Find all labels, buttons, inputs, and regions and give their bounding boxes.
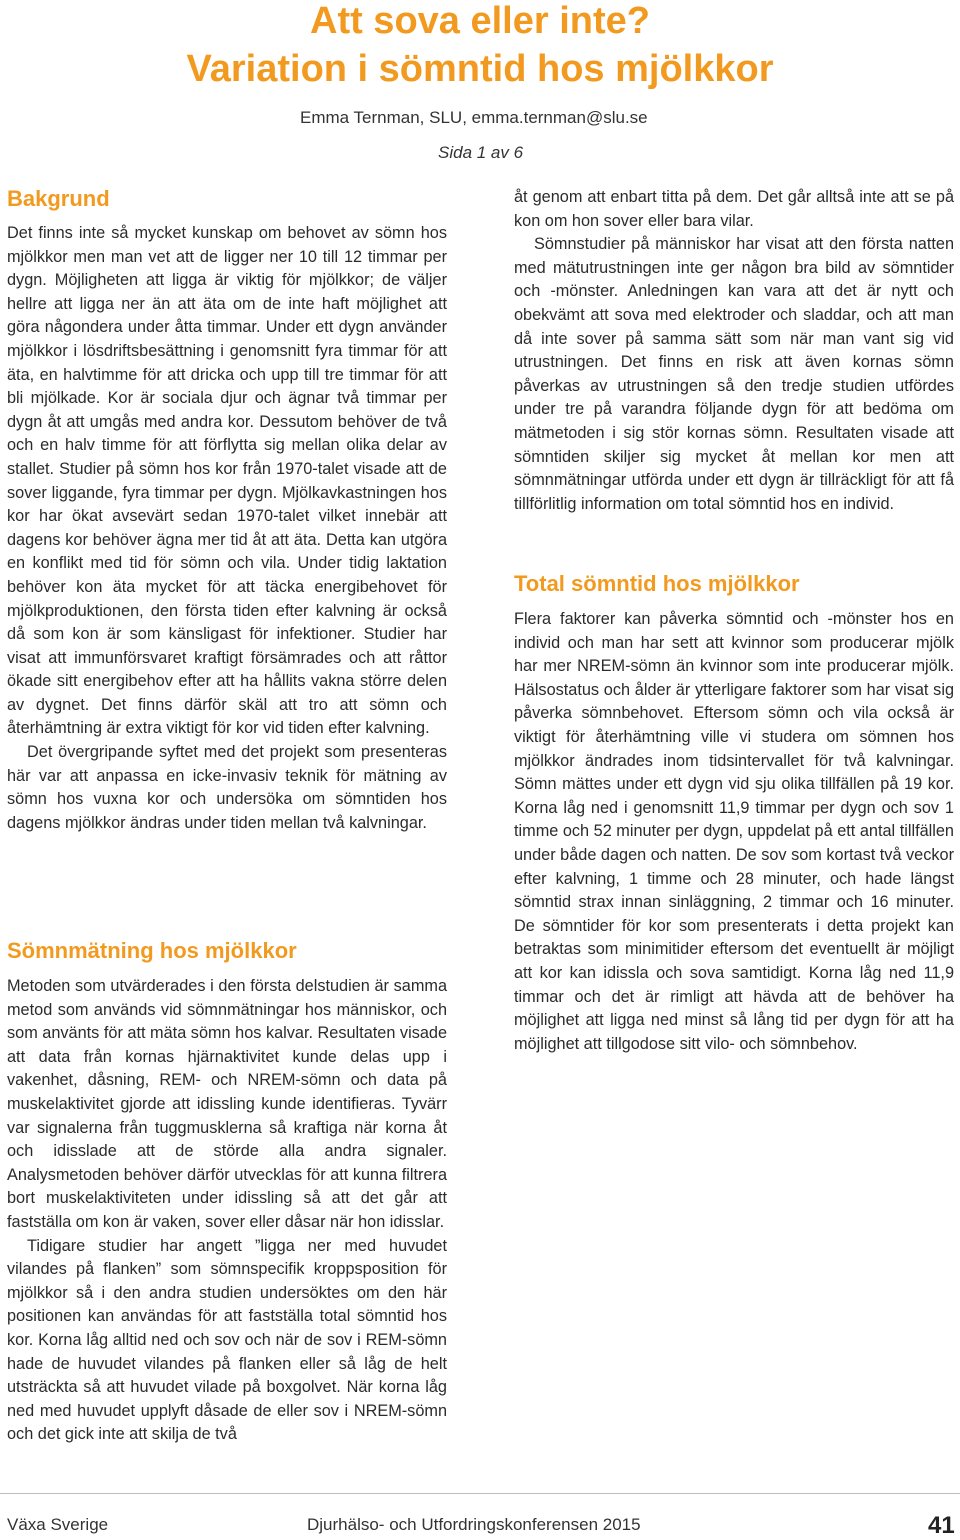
heading-total-somntid: Total sömntid hos mjölkkor: [514, 571, 800, 596]
footer-rule: [0, 1493, 960, 1494]
title-line-1: Att sova eller inte?: [310, 0, 650, 42]
title-line-2: Variation i sömntid hos mjölkkor: [186, 48, 774, 90]
paragraph: Tidigare studier har angett ”ligga ner med huvudet vilandes på flanken” som sömnspecifik kroppsposition för mjölkkor så i den andra studien undersöktes om den här positionen kan användas för att fastställa total sömntid hos kor. Korna låg alltid ned och sov och när de sov i REM-sömn hade de huvudet vilandes på flanken eller så låg de helt utsträckta så att huvudet vilade på boxgolvet. När korna låg ned med huvudet upplyft dåsade de eller sov i NREM-sömn och det gick inte att skilja de två: [7, 1236, 447, 1444]
footer-publisher: Växa Sverige: [7, 1515, 109, 1534]
paragraph: Sömnstudier på människor har visat att den första natten med mätutrustningen inte ger någon bra bild av sömntider och -mönster. Anledningen kan vara att det är nytt och obekvämt att sova med elektroder och sladdar, och att man då inte sover på samma sätt som när man vant sig vid utrustningen. Det finns en risk att även kornas sömn påverkas av utrustningen så den tredje studien utfördes under tre på varandra följande dygn för att bedöma om mätmetoden i sig stör kornas sömn. Resultaten visade att sömntiden skiljer sig mycket åt mellan kor men att sömnmätningar utförda under ett dygn är tillräckligt för att få tillförlitlig information om total sömntid hos en individ.: [514, 235, 954, 513]
section-bakgrund: [7, 222, 447, 835]
paragraph: åt genom att enbart titta på dem. Det går alltså inte att se på kon om hon sover eller bara vilar.: [514, 188, 954, 230]
page-info: Sida 1 av 6: [438, 143, 524, 162]
section-continued: [514, 186, 954, 516]
heading-somnmatning: Sömnmätning hos mjölkkor: [7, 938, 297, 963]
paragraph: Flera faktorer kan påverka sömntid och -mönster hos en individ och man har sett att kvinnor som producerar mjölk har mer NREM-sömn än kvinnor som inte producerar mjölk. Hälsostatus och ålder är ytterligare faktorer som har visat sig påverka sömnbehovet. Eftersom sömn och vila också är viktigt för återhämtning ville vi studera om sömnen hos mjölkkor ändrades inom tidsintervallet för två kalvningar. Sömn mättes under ett dygn vid sju olika tillfällen på 19 kor. Korna låg ned i genomsnitt 11,9 timmar per dygn och sov 1 timme och 52 minuter per dygn, uppdelat på ett antal tillfällen under både dagen och natten. De sov som kortast två veckor efter kalvning, 1 timme och 28 minuter, och hade längst sömntid strax innan sinläggning, 2 timmar och 16 minuter. De sömntider för kor som presenterats i detta projekt kan betraktas som minimitider eftersom det eventuellt är möjligt att kor kan idissla och sova samtidigt. Korna låg ned 11,9 timmar och det är rimligt att hävda att de behöver ha möjlighet att ligga ned minst så lång tid per dygn för att ha möjlighet att tillgodose sitt vilo- och sömnbehov.: [514, 610, 954, 1053]
paragraph: Det övergripande syftet med det projekt som presenteras här var att anpassa en icke-invasiv teknik för mätning av sömn hos vuxna kor och undersöka om sömntiden hos dagens mjölkkor ändras under tiden mellan två kalvningar.: [7, 743, 447, 832]
paragraph: Det finns inte så mycket kunskap om behovet av sömn hos mjölkkor men man vet att de ligger ner 10 till 12 timmar per dygn. Möjligheten att ligga är viktig för mjölkkor; de väljer hellre att ligga ner än att äta om de inte haft möjlighet att göra någondera under åtta timmar. Under ett dygn använder mjölkkor i lösdriftsbesättning i genomsnitt fyra timmar för att äta, en halvtimme för att dricka och upp till tre timmar för att bli mjölkade. Kor är sociala djur och ägnar två timmar per dygn åt att umgås med andra kor. Dessutom behöver de två och en halv timme för att förflytta sig mellan olika delar av stallet. Studier på sömn hos kor från 1970-talet visade att de sover liggande, fyra timmar per dygn. Mjölkavkastningen hos kor har ökat avsevärt sedan 1970-talet vilket innebär att dagens kor behöver ägna mer tid åt att äta. Detta kan utgöra en konflikt med tid för sömn och vila. Under tidig laktation behöver kon äta mycket för att täcka energibehovet för mjölkproduktionen, den första tiden efter kalvning är också då som kon är som känsligast för infektioner. Studier har visat att immunförsvaret kraftigt försämrades och att råttor ökade sitt energibehov efter att ha hållits vakna större delen av dygnet. Det finns därför skäl att tro att sömn och återhämtning är extra viktigt för kor vid tiden efter kalvning.: [7, 224, 447, 738]
heading-bakgrund: Bakgrund: [7, 186, 110, 211]
paragraph: Metoden som utvärderades i den första delstudien är samma metod som används vid sömnmätningar hos människor, och som använts för att mäta sömn hos kalvar. Resultaten visade att data från kornas hjärnaktivitet kunde delas upp i vakenhet, dåsning, REM- och NREM-sömn och data på muskelaktivitet gjorde att idissling kunde identifieras. Tyvärr var signalerna från tuggmusklerna så kraftiga när korna åt och idisslade att de störde alla andra signaler. Analysmetoden behöver därför utvecklas för att kunna filtrera bort muskelaktiviteten under idissling så att det går att fastställa om kon är vaken, sover eller dåsar när hon idisslar.: [7, 977, 447, 1231]
page-number: 41: [928, 1512, 955, 1539]
section-somnmatning: [7, 975, 447, 1447]
footer-conference: Djurhälso- och Utfordringskonferensen 2015: [307, 1515, 641, 1534]
author-line: Emma Ternman, SLU, emma.ternman@slu.se: [300, 108, 648, 127]
section-total-somntid: [514, 608, 954, 1056]
